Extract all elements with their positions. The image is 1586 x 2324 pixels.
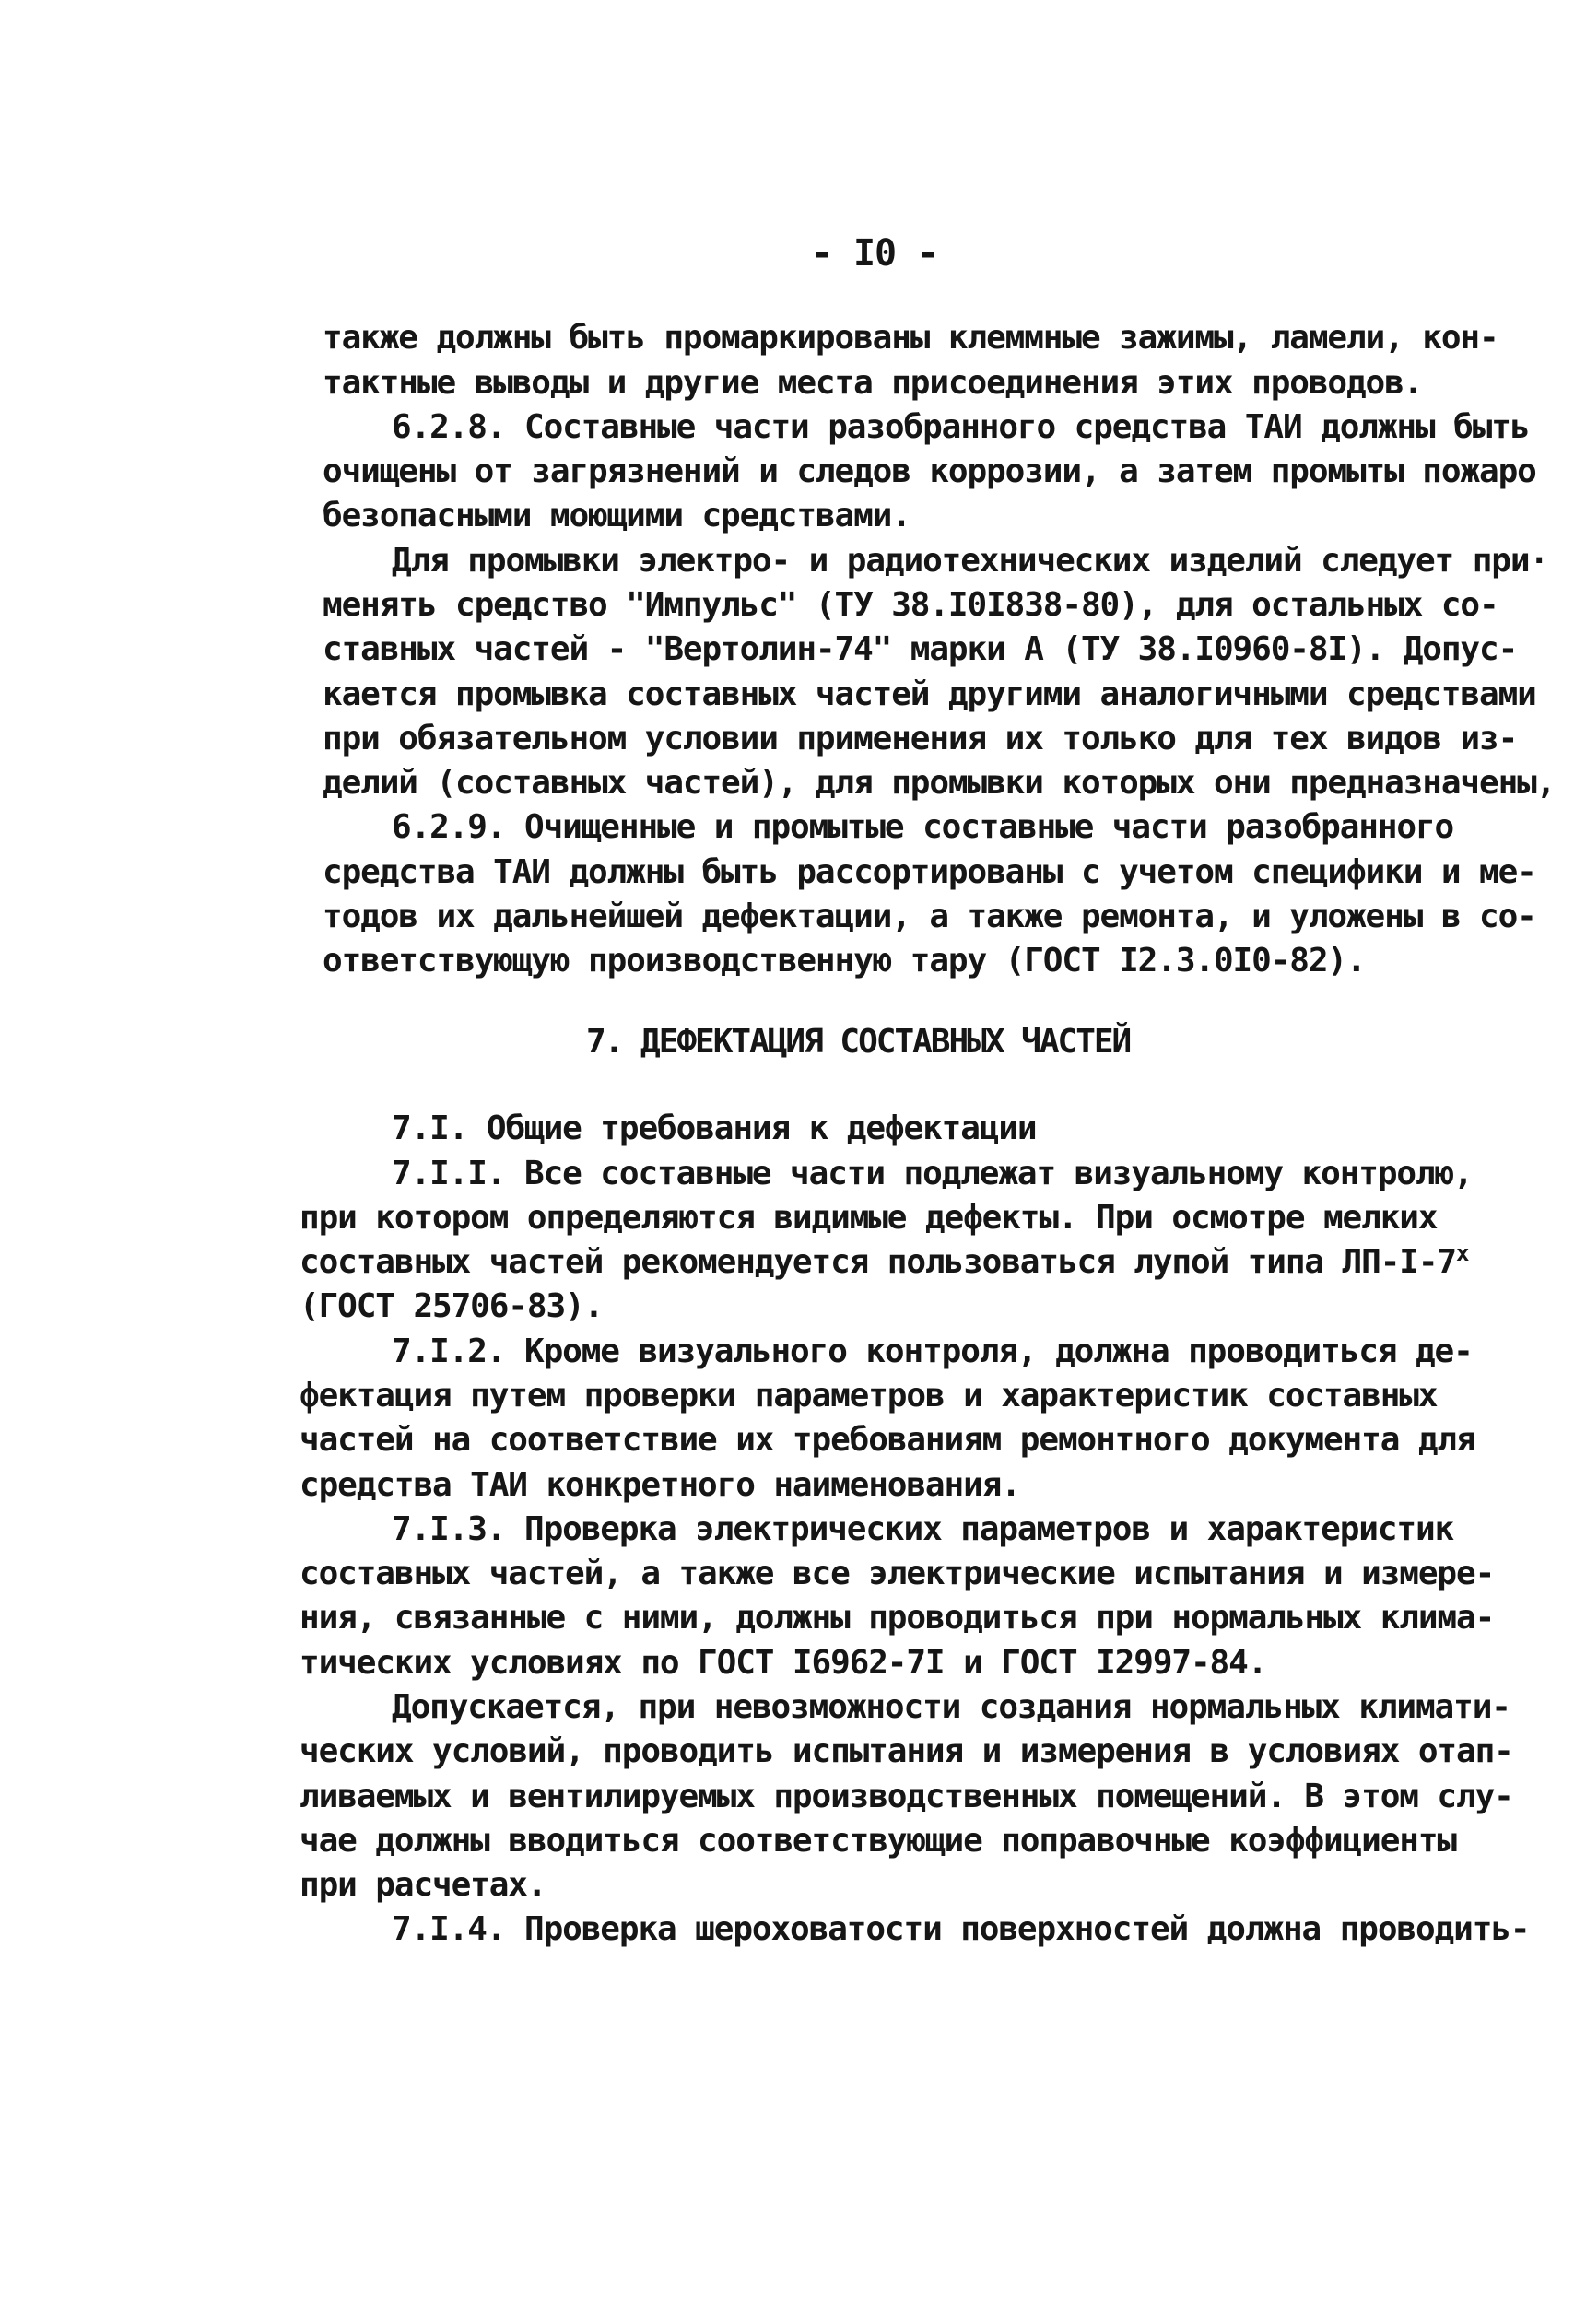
text-line: составных частей, а также все электрические испытания и измере- — [300, 1555, 1495, 1592]
section-heading: 7. ДЕФЕКТАЦИЯ СОСТАВНЫХ ЧАСТЕЙ — [586, 1023, 1131, 1061]
page-number: - I0 - — [811, 232, 938, 275]
text-line: частей на соответствие их требованиям ремонтного документа для — [300, 1421, 1475, 1459]
footnote-mark: x — [1456, 1240, 1469, 1266]
text-line-content: составных частей рекомендуется пользоваться лупой типа ЛП-I-7 — [300, 1243, 1457, 1281]
text-line: ния, связанные с ними, должны проводиться при нормальных клима- — [300, 1599, 1495, 1637]
text-line: (ГОСТ 25706-83). — [300, 1287, 604, 1325]
text-line: кается промывка составных частей другими аналогичными средствами — [323, 675, 1536, 713]
text-line: 6.2.9. Очищенные и промытые составные части разобранного — [392, 808, 1454, 846]
text-line: тодов их дальнейшей дефектации, а также ремонта, и уложены в со- — [323, 898, 1536, 935]
text-line: 7.I.3. Проверка электрических параметров и характеристик — [392, 1510, 1454, 1548]
text-line: при котором определяются видимые дефекты. При осмотре мелких — [300, 1199, 1438, 1237]
text-line: делий (составных частей), для промывки которых они предназначены, — [323, 764, 1556, 802]
text-line: Для промывки электро- и радиотехнических изделий следует при· — [392, 542, 1549, 580]
text-line: чае должны вводиться соответствующие поправочные коэффициенты — [300, 1822, 1457, 1860]
text-line: тических условиях по ГОСТ I6962-7I и ГОСТ I2997-84. — [300, 1644, 1267, 1682]
text-line: тактные выводы и другие места присоединения этих проводов. — [323, 364, 1423, 402]
text-line: менять средство "Импульс" (ТУ 38.I0I838-80), для остальных со- — [323, 586, 1498, 624]
text-line: фектация путем проверки параметров и характеристик составных — [300, 1377, 1438, 1414]
subsection-heading: 7.I. Общие требования к дефектации — [392, 1109, 1037, 1147]
text-line: средства ТАИ конкретного наименования. — [300, 1466, 1020, 1504]
text-line: Допускается, при невозможности создания нормальных климати- — [392, 1688, 1510, 1726]
text-line: ставных частей - "Вертолин-74" марки А (ТУ 38.I0960-8I). Допус- — [323, 630, 1518, 668]
text-line: ответствующую производственную тару (ГОСТ I2.3.0I0-82). — [323, 942, 1366, 980]
text-line: 6.2.8. Составные части разобранного средства ТАИ должны быть — [392, 408, 1530, 446]
text-line: безопасными моющими средствами. — [323, 497, 910, 534]
text-line: средства ТАИ должны быть рассортированы с учетом специфики и ме- — [323, 853, 1536, 891]
text-line: 7.I.2. Кроме визуального контроля, должна проводиться де- — [392, 1332, 1473, 1370]
text-line — [300, 1240, 1469, 1281]
text-line: ливаемых и вентилируемых производственных помещений. В этом слу- — [300, 1778, 1513, 1815]
text-line: при расчетах. — [300, 1866, 546, 1904]
text-line: также должны быть промаркированы клеммные зажимы, ламели, кон- — [323, 319, 1498, 357]
text-line: очищены от загрязнений и следов коррозии, а затем промыты пожаро — [323, 452, 1536, 490]
text-line: 7.I.4. Проверка шероховатости поверхностей должна проводить- — [392, 1910, 1530, 1948]
text-line: ческих условий, проводить испытания и измерения в условиях отап- — [300, 1732, 1513, 1770]
text-line: 7.I.I. Все составные части подлежат визуальному контролю, — [392, 1155, 1473, 1192]
text-line: при обязательном условии применения их только для тех видов из- — [323, 720, 1518, 757]
